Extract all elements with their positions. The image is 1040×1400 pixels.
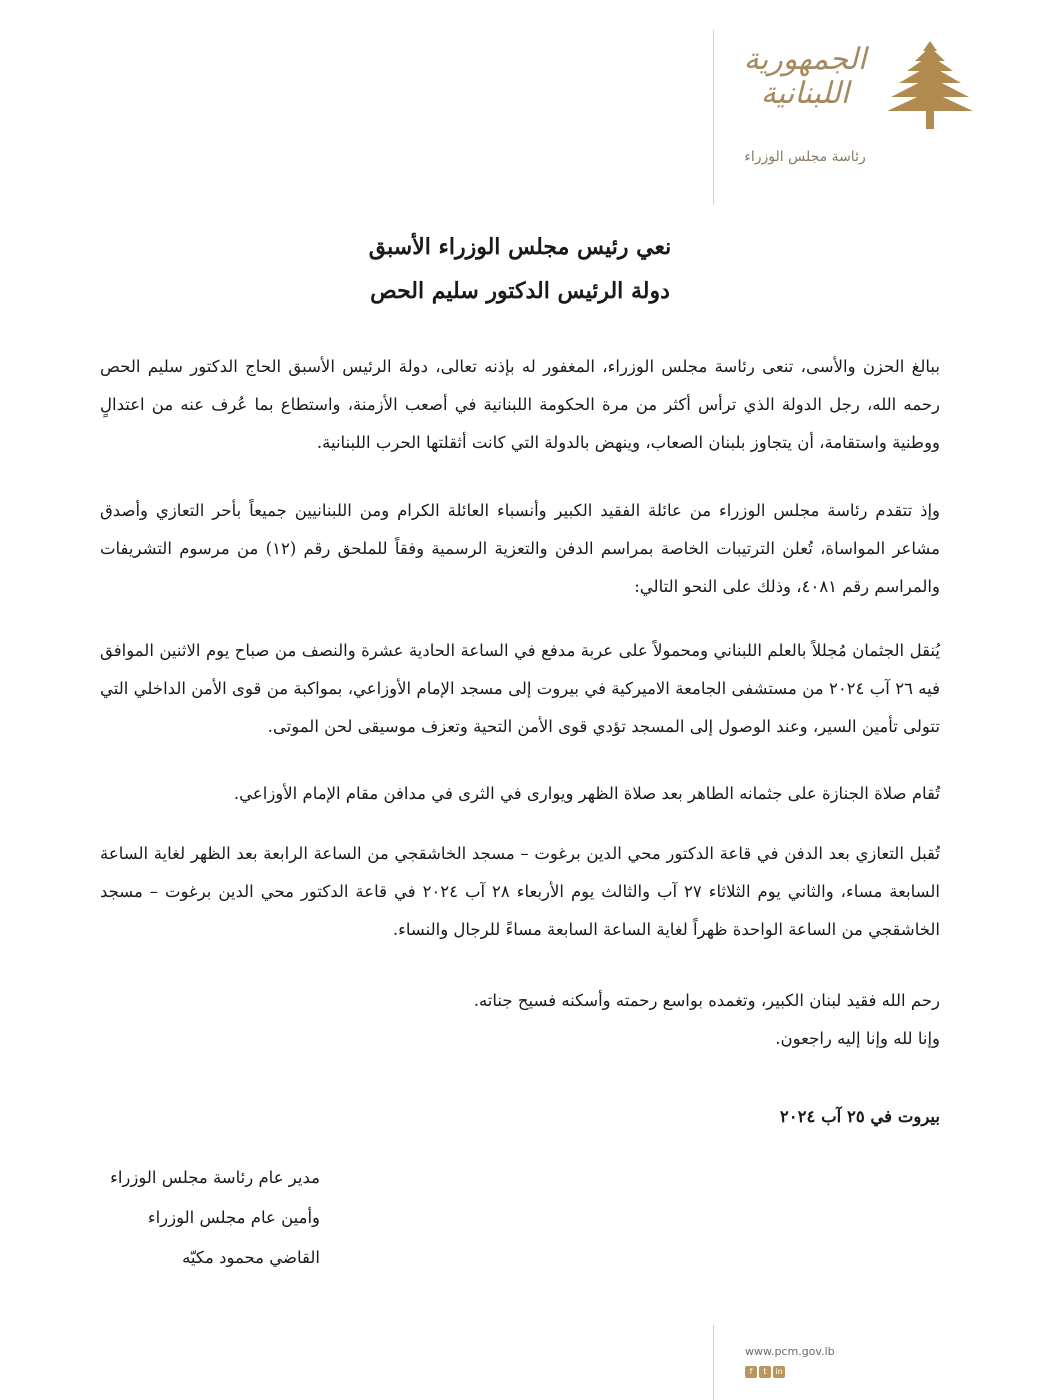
closing-line-1: رحم الله فقيد لبنان الكبير، وتغمده بواسع رحمته وأسكنه فسيح جناته. [473,991,940,1010]
footer [745,1345,875,1378]
footer-divider-line [713,1325,714,1400]
closing-prayer [100,982,940,1058]
twitter-icon[interactable]: t [759,1366,771,1378]
emblem-line-1: الجمهورية [743,42,867,77]
paragraph-2: وإذ تتقدم رئاسة مجلس الوزراء من عائلة الفقيد الكبير وأنسباء العائلة الكرام ومن اللبنانيين جميعاً بأحر التعازي وأصدق مشاعر المواساة، تُعلن الترتيبات الخاصة بمراسم الدفن والتعزية الرسمية وفقاً للملحق رقم (١٢) من مرسوم التشريفات والمراسم رقم ٤٠٨١، وذلك على النحو التالي: [100,501,940,596]
signature-line-3: القاضي محمود مكيّه [182,1248,320,1267]
signature-line-2: وأمين عام مجلس الوزراء [147,1208,320,1227]
website-link[interactable]: www.pcm.gov.lb [745,1345,835,1358]
signature-block [100,1158,320,1278]
social-icons [745,1366,875,1378]
emblem-line-2: اللبنانية [760,76,850,111]
dateline: بيروت في ٢٥ آب ٢٠٢٤ [779,1107,940,1126]
paragraph-3: يُنقل الجثمان مُجللاً بالعلم اللبناني ومحمولاً على عربة مدفع في الساعة الحادية عشرة والنصف من صباح يوم الاثنين الموافق فيه ٢٦ آب ٢٠٢٤ من مستشفى الجامعة الاميركية في بيروت إلى مسجد الإمام الأوزاعي، بمواكبة من قوى الأمن الداخلي التي تتولى تأمين السير، وعند الوصول إلى المسجد تؤدي قوى الأمن التحية وتعزف موسيقى لحن الموتى. [100,641,941,736]
title-line-1: نعي رئيس مجلس الوزراء الأسبق [368,234,672,260]
cedar-tree-icon [885,35,975,135]
title-line-2: دولة الرئيس الدكتور سليم الحص [370,278,670,304]
closing-line-2: وإنا لله وإنا إليه راجعون. [775,1029,940,1048]
paragraph-4: تُقام صلاة الجنازة على جثمانه الطاهر بعد صلاة الظهر ويوارى في الثرى في مدافن مقام الإمام الأوزاعي. [233,784,940,803]
signature-line-1: مدير عام رئاسة مجلس الوزراء [110,1168,320,1187]
facebook-icon[interactable]: f [745,1366,757,1378]
header-divider-line [713,30,714,205]
announcement-title [100,225,940,313]
office-name: رئاسة مجلس الوزراء [744,149,866,165]
paragraph-1: ببالغ الحزن والأسى، تنعى رئاسة مجلس الوزراء، المغفور له بإذنه تعالى، دولة الرئيس الأسبق الحاج الدكتور سليم الحص رحمه الله، رجل الدولة الذي ترأس أكثر من مرة الحكومة اللبنانية في أصعب الأزمنة، واستطاع بما عُرف عنه من اعتدالٍ ووطنية واستقامة، أن يتجاوز بلبنان الصعاب، وينهض بالدولة التي كانت أثقلتها الحرب اللبنانية. [100,357,940,452]
linkedin-icon[interactable]: in [773,1366,785,1378]
letterhead [735,35,975,175]
paragraph-5: تُقبل التعازي بعد الدفن في قاعة الدكتور محي الدين برغوت – مسجد الخاشقجي من الساعة الرابعة بعد الظهر لغاية الساعة السابعة مساء، والثاني يوم الثلاثاء ٢٧ آب والثالث يوم الأربعاء ٢٨ آب ٢٠٢٤ في قاعة الدكتور محي الدين برغوت – مسجد الخاشقجي من الساعة الواحدة ظهراً لغاية الساعة السابعة مساءً للرجال والنساء. [100,844,940,939]
republic-emblem-text [740,43,870,111]
